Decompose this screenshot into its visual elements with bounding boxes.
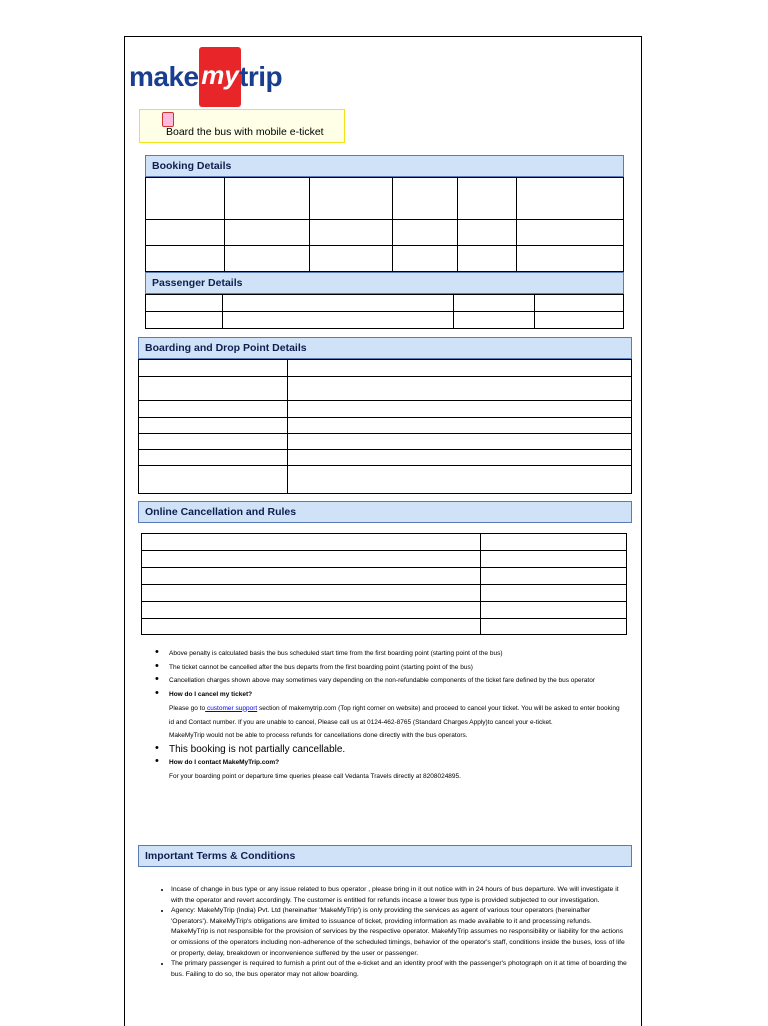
note-item: • The ticket cannot be cancelled after the bus departs from the first boarding point (starting point of the bus) xyxy=(155,659,473,672)
cancellation-notes xyxy=(155,647,625,783)
terms-item: • The primary passenger is required to furnish a print out of the e-ticket and an identity proof with the passenger's photograph on it at time of boarding the bus. Failing to do so, the bus operator may not allow boarding. xyxy=(171,959,627,980)
faq-contact-question: How do I contact MakeMyTrip.com? xyxy=(169,758,280,766)
bullet: • xyxy=(155,646,159,658)
passenger-details-table xyxy=(145,294,624,329)
faq-contact: • How do I contact MakeMyTrip.com? For your boarding point or departure time queries please call Vedanta Travels directly at 8208024895. xyxy=(155,754,461,780)
bus-ticket-icon xyxy=(162,112,174,127)
terms-list xyxy=(157,885,627,980)
booking-details-table xyxy=(145,177,624,272)
logo-trip: trip xyxy=(239,61,283,92)
terms-item: • Agency: MakeMyTrip (India) Pvt. Ltd (hereinafter 'MakeMyTrip') is only providing the services as agent of various tour operators (hereinafter 'Operators'). MakeMyTrip's obligations are limited to issuance of ticket, providing information as made available to it and processing refunds. MakeMyTrip is not responsible for the provision of services by the respective operator. MakeMyTrip assumes no responsibility or liability for the actions or omissions of the operators including non-adherence of the scheduled timings, behavior of the operator's staff, conditions inside the buses, loss of life or property, delay, breakdown or inconvenience suffered by the user or passenger. xyxy=(171,906,627,959)
bullet: • xyxy=(155,754,159,767)
mobile-ticket-banner xyxy=(139,109,345,143)
booking-details-heading: Booking Details xyxy=(145,155,624,177)
bullet: • xyxy=(155,673,159,686)
bullet: • xyxy=(155,687,159,700)
note-item: • Above penalty is calculated basis the bus scheduled start time from the first boarding point (starting point of the bus) xyxy=(155,646,503,658)
partial-cancel-note: • This booking is not partially cancellable. xyxy=(155,741,346,755)
logo-my: my xyxy=(199,47,241,107)
cancellation-heading: Online Cancellation and Rules xyxy=(138,501,632,523)
note-item: • Cancellation charges shown above may sometimes vary depending on the non-refundable components of the ticket fare defined by the bus operator xyxy=(155,673,596,686)
boarding-drop-table xyxy=(138,359,632,494)
logo-make: make xyxy=(129,61,199,92)
boarding-drop-heading: Boarding and Drop Point Details xyxy=(138,337,632,359)
faq-cancel-question: How do I cancel my ticket? xyxy=(169,691,253,699)
terms-heading: Important Terms & Conditions xyxy=(138,845,632,867)
makemytrip-logo[interactable] xyxy=(129,43,299,107)
faq-cancel: • How do I cancel my ticket? Please go to customer support section of makemytrip.com (Top right corner on website) and proceed to cancel your ticket. You will be asked to enter booking id and Contact number. If you are unable to cancel, Please call us at 0124-462-8765 (Standard Charges Apply)to cancel your e-ticket. MakeMyTrip would not be able to process refunds for cancellations done directly with the bus operators. xyxy=(155,687,620,740)
passenger-details-heading: Passenger Details xyxy=(145,272,624,294)
bullet: • xyxy=(155,741,159,754)
ticket-page xyxy=(124,36,642,1026)
mobile-ticket-label: Board the bus with mobile e-ticket xyxy=(166,126,324,138)
cancellation-table xyxy=(141,533,627,635)
terms-item: • Incase of change in bus type or any issue related to bus operator , please bring in it out notice with in 24 hours of bus departure. We will investigate it with the operator and revert accordingly. The customer is entitled for refunds incase a lower bus type is provided subjected to our investigation. xyxy=(171,885,627,906)
customer-support-link[interactable]: customer support xyxy=(205,704,258,712)
bullet: • xyxy=(155,659,159,672)
